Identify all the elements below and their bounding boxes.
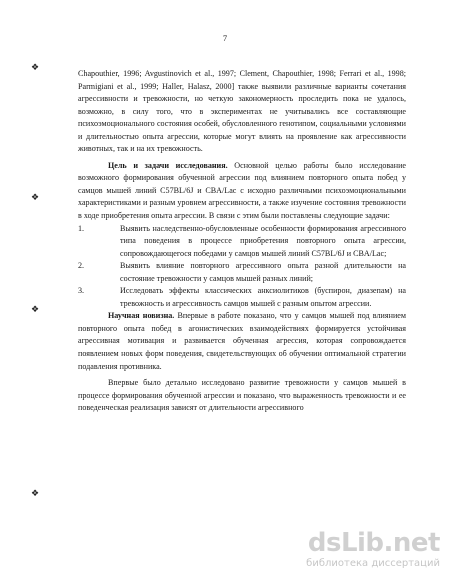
list-item-text: Выявить наследственно-обусловленные особенности формирования агрессивного типа поведения в процессе приобретения повторного опыта агрессии, сопровождающегося победами у самцов мышей линий C57BL/6J и CBA/Lac;	[120, 223, 406, 258]
list-item-number: 1.	[78, 223, 85, 233]
list-item-number: 3.	[78, 286, 85, 296]
intro-paragraph: Chapouthier, 1996; Avgustinovich et al., 1997; Clement, Chapouthier, 1998; Ferrari et al., 1998; Parmigiani et al., 1999; Haller, Halasz, 2000] также выявили различные варианты сочетания агрессивности и тревожности, но четкую закономерность проследить пока не удалось, возможно, в силу того, что в экспериментах не учитывались все составляющие психоэмоционального состояния особей, обусловленного генотипом, социальными условиями и длительностью опыта агрессии, которые могут влиять на проявление как агрессивности животных, так и на их тревожность.	[78, 69, 406, 154]
list-item	[78, 285, 406, 310]
novelty-text: Впервые в работе показано, что у самцов мышей под влиянием повторного опыта побед в агонистических взаимодействиях формируется устойчивая агрессивная мотивация и развивается обученная агрессия, которая сопровождается появлением новых форм поведения, свидетельствующих об обучении оптимальной стратегии подавления противника.	[78, 311, 406, 371]
novelty-paragraph	[78, 310, 406, 373]
goals-heading: Цель и задачи исследования.	[108, 160, 228, 170]
list-item-text: Выявить влияние повторного агрессивного опыта разной длительности на состояние тревожности у самцов мышей разных линий;	[120, 261, 406, 283]
final-paragraph: Впервые было детально исследовано развитие тревожности у самцов мышей в процессе формирования обученной агрессии и показано, что выраженность тревожности и ее поведенческая реализация зависят от длительности агрессивного	[78, 378, 406, 413]
tasks-list	[78, 223, 406, 311]
list-item	[78, 223, 406, 261]
goals-paragraph	[78, 160, 406, 223]
margin-scan-mark-icon: ❖	[31, 193, 40, 203]
watermark-subtitle: библиотека диссертаций	[306, 558, 440, 569]
watermark-logo: dsLib.net	[307, 528, 440, 558]
document-body	[78, 68, 406, 415]
novelty-heading: Научная новизна.	[108, 311, 175, 321]
list-item	[78, 260, 406, 285]
margin-scan-mark-icon: ❖	[31, 63, 40, 73]
list-item-number: 2.	[78, 261, 85, 271]
margin-scan-mark-icon: ❖	[31, 489, 40, 499]
watermark	[306, 528, 440, 574]
page-number: 7	[222, 33, 228, 43]
margin-scan-mark-icon: ❖	[31, 305, 40, 315]
list-item-text: Исследовать эффекты классических анксиолитиков (буспирон, диазепам) на тревожность и агрессивность самцов мышей с разным опытом агрессии.	[120, 286, 406, 308]
goals-text: Основной целью работы было исследование возможного формирования обученной агрессии под влиянием повторного опыта побед у самцов мышей линий C57BL/6J и CBA/Lac с исходно различными психоэмоциональными характеристиками и разным уровнем агрессивности, а также изучение состояния тревожности в ходе приобретения опыта агрессии. В связи с этим были поставлены следующие задачи:	[78, 160, 406, 221]
